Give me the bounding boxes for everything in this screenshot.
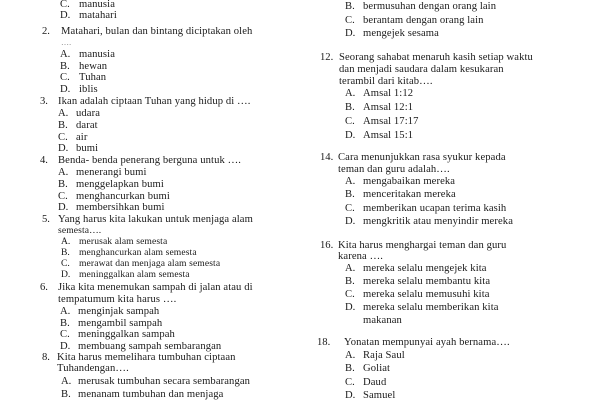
option-text-continuation: makanan <box>363 315 402 326</box>
option-text: hewan <box>79 61 108 72</box>
option-letter: B. <box>60 318 70 329</box>
option-letter: D. <box>58 143 69 154</box>
question-text: Benda- benda penerang berguna untuk …. <box>58 155 242 166</box>
option-letter: D. <box>345 302 356 313</box>
option-text: membuang sampah sembarangan <box>78 341 222 352</box>
option-letter: D. <box>60 10 71 21</box>
option-text: meninggalkan alam semesta <box>79 269 190 280</box>
option-text: Amsal 17:17 <box>363 116 419 127</box>
option-text: mereka selalu membantu kita <box>363 276 491 287</box>
option-letter: A. <box>345 263 356 274</box>
option-letter: B. <box>58 120 68 131</box>
option-text: manusia <box>79 49 116 60</box>
option-letter: B. <box>345 102 355 113</box>
question-number: 16. <box>320 240 334 251</box>
option-letter: A. <box>61 236 71 247</box>
option-letter: D. <box>345 130 356 141</box>
question-text: semesta…. <box>58 225 102 236</box>
option-letter: C. <box>58 191 68 202</box>
option-letter: A. <box>60 306 71 317</box>
option-letter: B. <box>345 1 355 12</box>
option-text: mereka selalu mengejek kita <box>363 263 487 274</box>
option-text: Amsal 15:1 <box>363 130 414 141</box>
option-letter: D. <box>60 341 71 352</box>
option-text: meninggalkan sampah <box>78 329 175 340</box>
question-text: Yonatan mempunyai ayah bernama…. <box>344 337 510 348</box>
option-text: menghancurkan bumi <box>76 191 170 202</box>
option-letter: B. <box>345 276 355 287</box>
option-text: merusak alam semesta <box>79 236 168 247</box>
option-text: memberikan ucapan terima kasih <box>363 203 507 214</box>
option-letter: A. <box>61 376 72 387</box>
option-text: menanam tumbuhan dan menjaga <box>78 389 224 400</box>
question-number: 12. <box>320 52 334 63</box>
option-text: udara <box>76 108 101 119</box>
option-letter: C. <box>345 289 355 300</box>
option-text: menghancurkan alam semesta <box>79 247 197 258</box>
option-letter: B. <box>345 189 355 200</box>
option-text: menginjak sampah <box>78 306 160 317</box>
option-text: menceritakan mereka <box>363 189 456 200</box>
option-text: darat <box>76 120 98 131</box>
question-text: Ikan adalah ciptaan Tuhan yang hidup di …. <box>58 96 251 107</box>
option-letter: D. <box>345 216 356 227</box>
option-letter: B. <box>345 363 355 374</box>
option-letter: A. <box>345 350 356 361</box>
option-text: mengejek sesama <box>363 28 439 39</box>
question-text: teman dan guru adalah…. <box>338 164 450 175</box>
option-letter: C. <box>61 258 70 269</box>
option-text: Amsal 12:1 <box>363 102 414 113</box>
question-number: 4. <box>40 155 48 166</box>
option-text: membersihkan bumi <box>76 202 165 213</box>
option-letter: D. <box>345 390 356 401</box>
option-letter: C. <box>60 329 70 340</box>
question-text: dan menjadi saudara dalam kesukaran <box>339 64 504 75</box>
option-letter: D. <box>345 28 356 39</box>
question-number: 14. <box>320 152 334 163</box>
option-text: menggelapkan bumi <box>76 179 164 190</box>
option-letter: D. <box>61 269 71 280</box>
option-text: Goliat <box>363 363 391 374</box>
option-letter: A. <box>345 176 356 187</box>
option-text: menerangi bumi <box>76 167 147 178</box>
question-text: Matahari, bulan dan bintang diciptakan oleh <box>61 26 253 37</box>
question-text: Tuhandengan…. <box>57 363 129 374</box>
option-text: Samuel <box>363 390 396 401</box>
question-number: 6. <box>40 282 48 293</box>
option-letter: B. <box>58 179 68 190</box>
option-letter: B. <box>61 389 71 400</box>
option-letter: B. <box>60 61 70 72</box>
option-letter: B. <box>61 247 70 258</box>
option-letter: D. <box>60 84 71 95</box>
option-letter: A. <box>58 108 69 119</box>
option-text: matahari <box>79 10 117 21</box>
option-text: mengkritik atau menyindir mereka <box>363 216 513 227</box>
option-letter: C. <box>345 203 355 214</box>
option-letter: C. <box>345 15 355 26</box>
option-letter: C. <box>60 72 70 83</box>
question-number: 3. <box>40 96 48 107</box>
question-text: karena …. <box>338 251 384 262</box>
option-text: Raja Saul <box>363 350 405 361</box>
option-text: Tuhan <box>79 72 107 83</box>
option-text: manusia <box>79 0 116 10</box>
question-text: Jika kita menemukan sampah di jalan atau di <box>58 282 253 293</box>
question-text: terambil dari kitab…. <box>339 76 433 87</box>
option-text: iblis <box>79 84 98 95</box>
question-text: Kita harus menghargai teman dan guru <box>338 240 507 251</box>
question-text: …. <box>61 38 72 47</box>
option-text: mengabaikan mereka <box>363 176 456 187</box>
question-text: Kita harus memelihara tumbuhan ciptaan <box>57 352 236 363</box>
question-number: 2. <box>42 26 50 37</box>
option-letter: C. <box>58 132 68 143</box>
option-text: bumi <box>76 143 99 154</box>
question-number: 5. <box>42 214 50 225</box>
question-text: tempatumum kita harus …. <box>58 294 177 305</box>
option-text: mereka selalu memberikan kita <box>363 302 499 313</box>
option-text: merawat dan menjaga alam semesta <box>79 258 221 269</box>
option-letter: A. <box>345 88 356 99</box>
option-letter: C. <box>60 0 70 10</box>
option-text: Daud <box>363 377 387 388</box>
option-text: mereka selalu memusuhi kita <box>363 289 490 300</box>
option-letter: A. <box>58 167 69 178</box>
option-text: air <box>76 132 88 143</box>
option-text: berantam dengan orang lain <box>363 15 484 26</box>
question-text: Cara menunjukkan rasa syukur kepada <box>338 152 506 163</box>
option-letter: C. <box>345 116 355 127</box>
question-number: 18. <box>317 337 331 348</box>
option-letter: D. <box>58 202 69 213</box>
option-letter: C. <box>345 377 355 388</box>
option-letter: A. <box>60 49 71 60</box>
question-text: Yang harus kita lakukan untuk menjaga alam <box>58 214 253 225</box>
option-text: merusak tumbuhan secara sembarangan <box>78 376 251 387</box>
option-text: mengambil sampah <box>78 318 163 329</box>
question-number: 8. <box>42 352 50 363</box>
option-text: bermusuhan dengan orang lain <box>363 1 497 12</box>
question-text: Seorang sahabat menaruh kasih setiap waktu <box>339 52 533 63</box>
option-text: Amsal 1:12 <box>363 88 414 99</box>
